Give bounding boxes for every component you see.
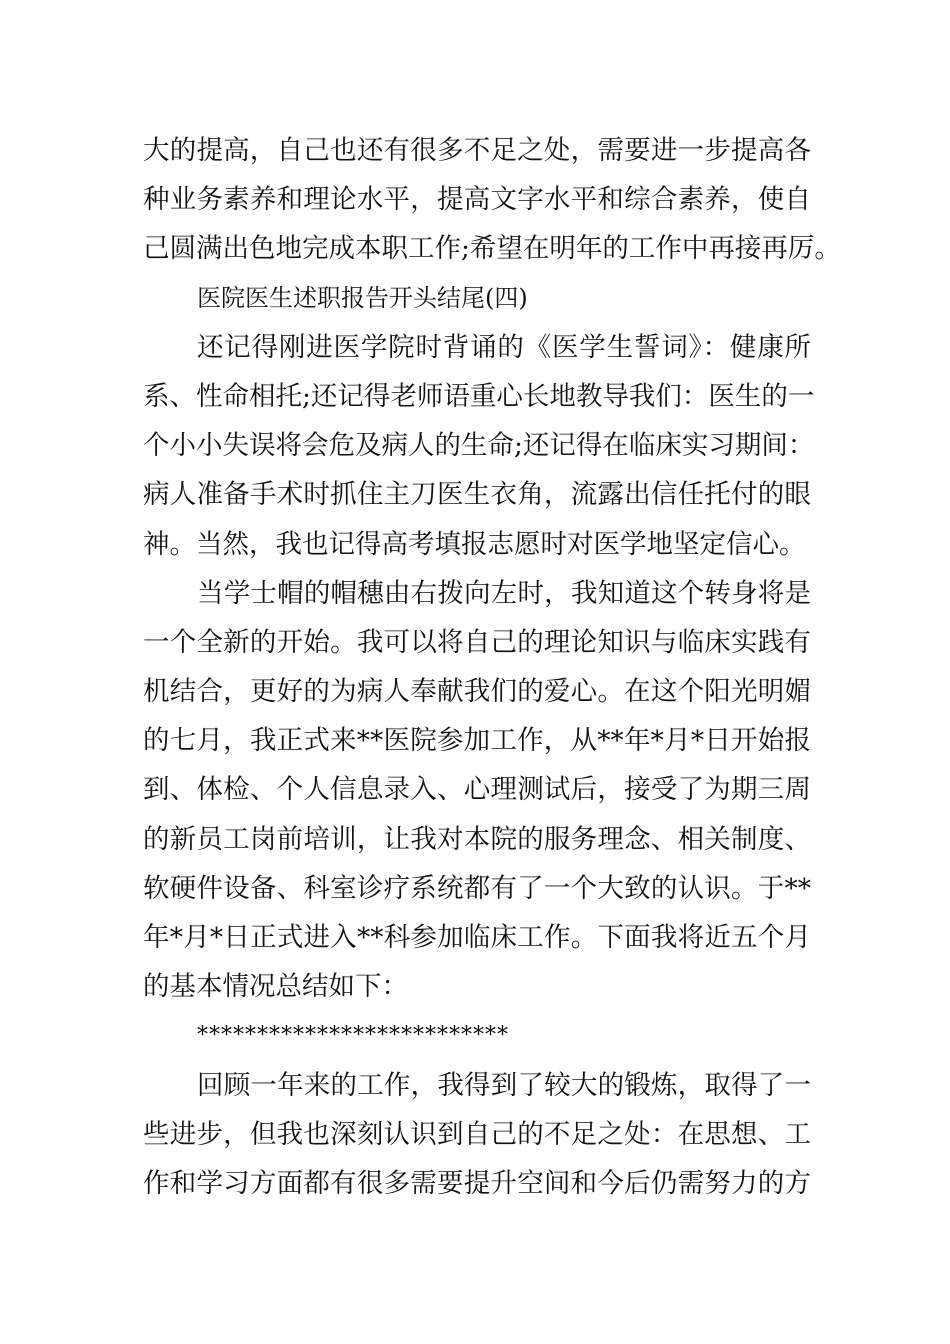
text-line: 己圆满出色地完成本职工作;希望在明年的工作中再接再厉。 bbox=[143, 233, 841, 265]
text-line: 系、性命相托;还记得老师语重心长地教导我们：医生的一 bbox=[143, 380, 815, 412]
text-line: 还记得刚进医学院时背诵的《医学生誓词》：健康所 bbox=[197, 331, 811, 363]
text-line: 个小小失误将会危及病人的生命;还记得在临床实习期间： bbox=[143, 430, 815, 462]
text-line: 的基本情况总结如下： bbox=[143, 971, 408, 1003]
text-line: 到、体检、个人信息录入、心理测试后，接受了为期三周 bbox=[143, 774, 811, 806]
text-line: 机结合，更好的为病人奉献我们的爱心。在这个阳光明媚 bbox=[143, 676, 811, 708]
text-line: 的新员工岗前培训，让我对本院的服务理念、相关制度、 bbox=[143, 823, 811, 855]
text-line: 软硬件设备、科室诊疗系统都有了一个大致的认识。于** bbox=[143, 872, 811, 904]
text-line: 回顾一年来的工作，我得到了较大的锻炼，取得了一 bbox=[197, 1069, 811, 1101]
text-line: 年*月*日正式进入**科参加临床工作。下面我将近五个月 bbox=[143, 922, 811, 953]
text-line: 一个全新的开始。我可以将自己的理论知识与临床实践有 bbox=[143, 626, 811, 658]
text-line: 作和学习方面都有很多需要提升空间和今后仍需努力的方 bbox=[143, 1167, 811, 1199]
text-line: 大的提高，自己也还有很多不足之处，需要进一步提高各 bbox=[143, 135, 811, 166]
text-line: 种业务素养和理论水平，提高文字水平和综合素养，使自 bbox=[143, 184, 811, 216]
section-heading: 医院医生述职报告开头结尾(四) bbox=[197, 283, 528, 312]
separator-stars: ************************** bbox=[197, 1023, 509, 1049]
text-line: 当学士帽的帽穗由右拨向左时，我知道这个转身将是 bbox=[197, 577, 811, 609]
document-body bbox=[143, 126, 841, 1208]
text-line: 病人准备手术时抓住主刀医生衣角，流露出信任托付的眼 bbox=[143, 479, 811, 511]
text-line: 些进步，但我也深刻认识到自己的不足之处：在思想、工 bbox=[143, 1118, 811, 1150]
text-line: 的七月，我正式来**医院参加工作，从**年*月*日开始报 bbox=[143, 725, 811, 757]
text-line: 神。当然，我也记得高考填报志愿时对医学地坚定信心。 bbox=[143, 528, 806, 560]
